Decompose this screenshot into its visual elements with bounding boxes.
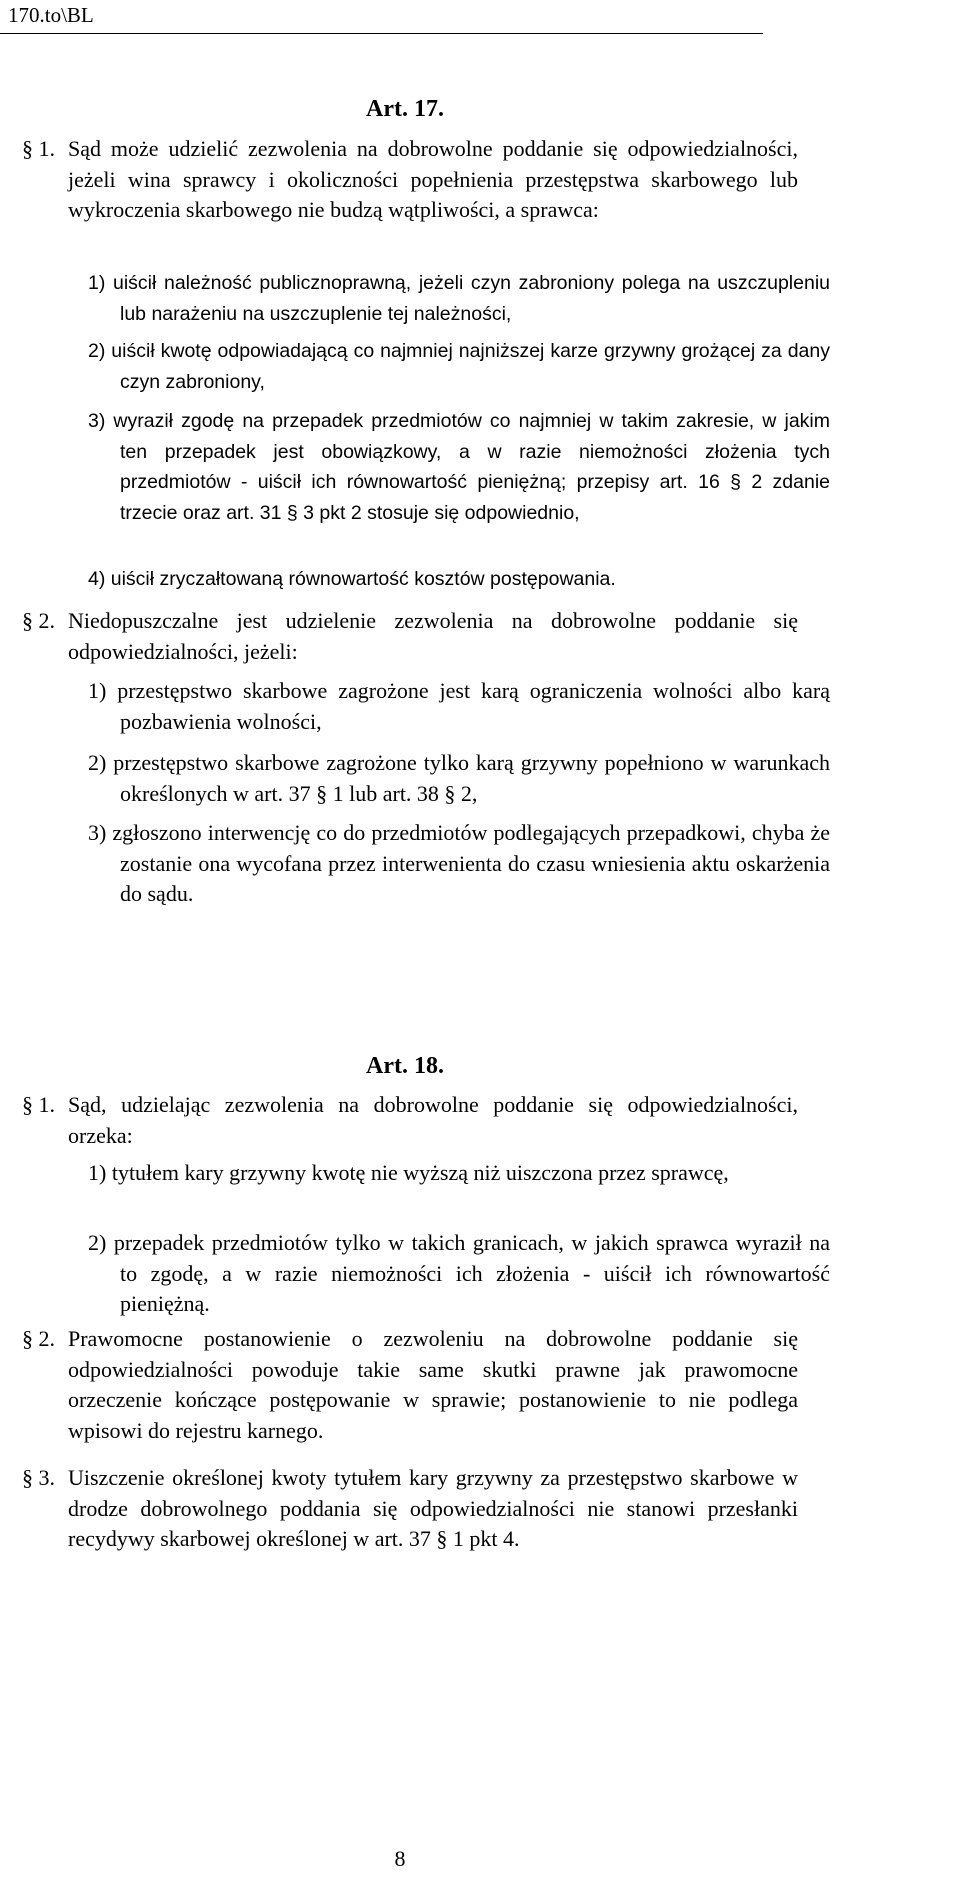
art18-section-1 (22, 1090, 798, 1151)
section-mark: § 3. (22, 1465, 55, 1490)
document-header-label: 170.to\BL (8, 3, 94, 27)
art17-s1-item-4: 4) uiścił zryczałtowaną równowartość kosztów postępowania. (88, 568, 616, 590)
art18-s1-item-2: 2) przepadek przedmiotów tylko w takich granicach, w jakich sprawca wyraził na to zgodę, a w razie niemożności ich złożenia - uiścił ich równowartość pieniężną. (88, 1230, 830, 1316)
art18-s1-item-1: 1) tytułem kary grzywny kwotę nie wyższą niż uiszczona przez sprawcę, (88, 1160, 729, 1185)
art17-s1-item-3: 3) wyraził zgodę na przepadek przedmiotów co najmniej w takim zakresie, w jakim ten przepadek jest obowiązkowy, a w razie niemożności złożenia tych przedmiotów - uiścił ich równowartość pieniężną; przepisy art. 16 § 2 zdanie trzecie oraz art. 31 § 3 pkt 2 stosuje się odpowiednio, (88, 410, 830, 524)
art18-section-2 (22, 1324, 798, 1446)
page-number: 8 (394, 1846, 406, 1871)
art17-s2-item-2: 2) przestępstwo skarbowe zagrożone tylko karą grzywny popełniono w warunkach określonych w art. 37 § 1 lub art. 38 § 2, (88, 750, 830, 806)
art17-s2-item-3: 3) zgłoszono interwencję co do przedmiotów podlegających przepadkowi, chyba że zostanie ona wycofana przez interwenienta do czasu wniesienia aktu oskarżenia do sądu. (88, 820, 830, 906)
section-mark: § 1. (22, 1092, 55, 1117)
article-17-title: Art. 17. (366, 96, 444, 122)
section-mark: § 2. (22, 608, 55, 633)
section-text: Niedopuszczalne jest udzielenie zezwolenia na dobrowolne poddanie się odpowiedzialności, jeżeli: (68, 608, 798, 664)
art17-s2-item-1: 1) przestępstwo skarbowe zagrożone jest karą ograniczenia wolności albo karą pozbawienia wolności, (88, 678, 830, 734)
article-18-title: Art. 18. (366, 1053, 444, 1079)
section-text: Uiszczenie określonej kwoty tytułem kary grzywny za przestępstwo skarbowe w drodze dobrowolnego poddania się odpowiedzialności nie stanowi przesłanki recydywy skarbowej określonej w art. 37 § 1 pkt 4. (68, 1465, 798, 1551)
art17-section-1 (22, 134, 798, 226)
art18-section-3 (22, 1463, 798, 1555)
section-mark: § 1. (22, 136, 55, 161)
art17-section-2 (22, 606, 798, 667)
section-text: Sąd, udzielając zezwolenia na dobrowolne poddanie się odpowiedzialności, orzeka: (68, 1092, 798, 1148)
section-text: Prawomocne postanowienie o zezwoleniu na dobrowolne poddanie się odpowiedzialności powoduje takie same skutki prawne jak prawomocne orzeczenie kończące postępowanie w sprawie; postanowienie to nie podlega wpisowi do rejestru karnego. (68, 1326, 798, 1443)
section-text: Sąd może udzielić zezwolenia na dobrowolne poddanie się odpowiedzialności, jeżeli wina sprawcy i okoliczności popełnienia przestępstwa skarbowego lub wykroczenia skarbowego nie budzą wątpliwości, a sprawca: (68, 136, 798, 222)
art17-s1-item-2: 2) uiścił kwotę odpowiadającą co najmniej najniższej karze grzywny grożącej za dany czyn zabroniony, (88, 340, 830, 393)
art17-s1-item-1: 1) uiścił należność publicznoprawną, jeżeli czyn zabroniony polega na uszczupleniu lub narażeniu na uszczuplenie tej należności, (88, 272, 830, 325)
header-divider (0, 33, 763, 34)
section-mark: § 2. (22, 1326, 55, 1351)
